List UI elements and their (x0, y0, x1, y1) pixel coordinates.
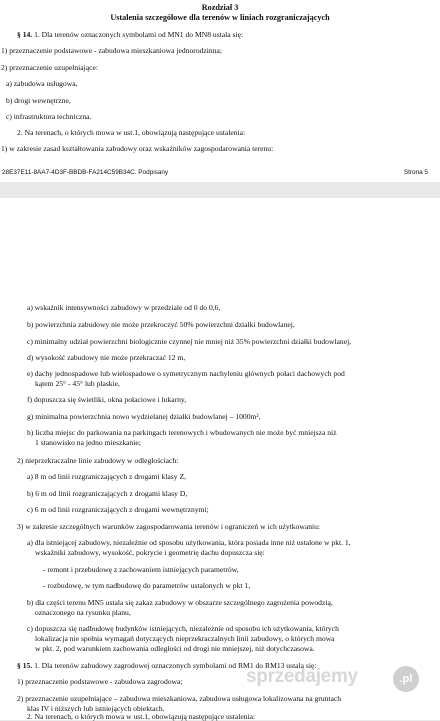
text-line: b) 6 m od linii rozgraniczających z drogami klasy D, (27, 489, 188, 498)
text-line: 2) przeznaczenie uzupełniające – zabudowa mieszkaniowa, zabudowa usługowa lokalizowana na gruntach (17, 694, 342, 703)
text-line: e) dachy jednospadowe lub wielospadowe o symetrycznym nachyleniu głównych połaci dachowych pod (27, 369, 345, 378)
page-separator (0, 182, 440, 198)
chapter-subtitle: Ustalenia szczegółowe dla terenów w liniach rozgraniczających (110, 13, 330, 22)
document-page-5 (0, 0, 440, 182)
paragraph-14-intro: § 14. 1. Dla terenów oznaczonych symbolami od MN1 do MN8 ustala się: (17, 30, 244, 39)
text-line: 2. Na terenach, o których mowa w ust.1, obowiązują następujące ustalenia: (27, 712, 256, 721)
text-line: c) infrastruktura techniczna. (6, 112, 92, 121)
text-line: 2. Na terenach, o których mowa w ust.1, obowiązują następujące ustalenia: (17, 128, 246, 137)
text-line: a) 8 m od linii rozgraniczających z drogami klasy Z, (27, 472, 186, 481)
text-line: lokalizacja nie spełnia wymagań dotyczących nieprzekraczalnych linii zabudowy, o których mowa (35, 634, 335, 643)
text-line: d) wysokość zabudowy nie może przekraczać 12 m, (27, 353, 186, 362)
text-line: c) dopuszcza się nadbudowę budynków istniejących, niezależnie od sposobu ich użytkowania, których (27, 624, 339, 633)
text-line: 2) przeznaczenie uzupełniające: (1, 63, 98, 72)
text-line: g) minimalna powierzchnia nowo wydzielanej działki budowlanej – 1000m², (27, 412, 261, 421)
text-line: b) dla części terenu MN5 ustala się zakaz zabudowy w obszarze szczególnego zagrożenia powodzią, (27, 598, 333, 607)
text-line: h) liczba miejsc do parkowania na parkingach terenowych i wbudowanych nie może być mniejsza niż (27, 428, 337, 437)
text-line: klas IV i niższych lub istniejących obiektach. (27, 704, 165, 713)
text-line: 1) przeznaczenie podstawowe - zabudowa mieszkaniowa jednorodzinna; (1, 46, 222, 55)
page-number: Strona 5 (403, 169, 428, 176)
watermark-text: sprzedajemy (246, 666, 358, 687)
text-line: kątem 25° - 45° lub płaskie, (35, 379, 120, 388)
text-line: a) zabudowa usługowa, (6, 79, 78, 88)
text-line: wskaźniki zabudowy, wysokość, pokrycie i geometrię dachu dopuszcza się: (35, 548, 265, 557)
text-line: b) powierzchnia zabudowy nie może przekroczyć 50% powierzchni działki budowlanej, (27, 320, 295, 329)
text-line: w pkt. 2, pod warunkiem zachowania odległości od drogi nie mniejszej, niż dotychczasowa. (35, 644, 315, 653)
text-line: a) wskaźnik intensywności zabudowy w przedziale od 0 do 0,6, (27, 303, 221, 312)
text-line: f) dopuszcza się świetliki, okna połaciowe i lukarny, (27, 395, 187, 404)
text-line: - remont i przebudowę z zachowaniem istniejących parametrów, (43, 565, 239, 574)
text-line: c) minimalny udział powierzchni biologicznie czynnej nie mniej niż 35% powierzchni działki budowlanej, (27, 337, 352, 346)
text-line: b) drogi wewnętrzne, (6, 96, 71, 105)
text-line: - rozbudowę, w tym nadbudowę do parametrów ustalonych w pkt 1, (43, 581, 251, 590)
text-line: a) dla istniejącej zabudowy, niezależnie od sposobu użytkowania, która posiada inne niż ustalone w pkt. 1, (27, 538, 351, 547)
section-mark-14: § 14. (17, 30, 33, 39)
paragraph-15-intro: § 15. 1. Dla terenów zabudowy zagrodowej oznaczonych symbolami od RM1 do RM13 ustala się: (17, 661, 317, 670)
text-line: 2) nieprzekraczalne linie zabudowy w odległościach: (17, 456, 179, 465)
text-line: 1) w zakresie zasad kształtowania zabudowy oraz wskaźników zagospodarowania terenu: (1, 144, 274, 153)
text-line: 3) w zakresie szczególnych warunków zagospodarowania terenów i ograniczeń w ich użytkowaniu: (17, 522, 321, 531)
text-line: 1) przeznaczenie podstawowe - zabudowa zagrodowa; (17, 677, 183, 686)
document-id: 28E37E11-8AA7-4D3F-BBDB-FA214C59B34C. Podpisany (2, 169, 169, 176)
watermark-badge: .pl (393, 666, 419, 692)
chapter-title: Rozdział 3 (201, 3, 239, 12)
text-line: c) 6 m od linii rozgraniczających z drogami wewnętrznymi; (27, 505, 209, 514)
section-mark-15: § 15. (17, 661, 33, 670)
text-line: oznaczonego na rysunku planu, (35, 608, 131, 617)
text-line: 1 stanowisko na jedno mieszkanie; (35, 438, 141, 447)
